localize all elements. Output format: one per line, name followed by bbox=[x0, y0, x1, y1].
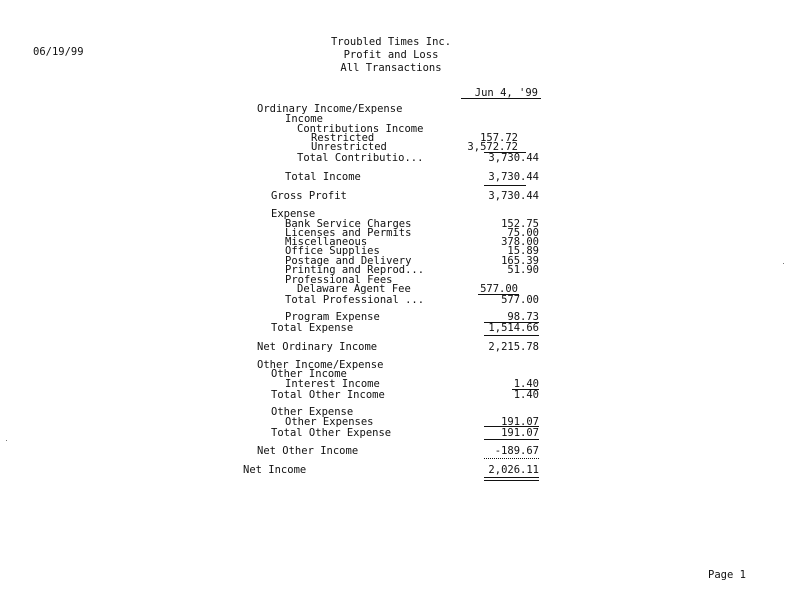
row-value-interest-income: 1.40 bbox=[513, 378, 539, 390]
row-value-total-other-income: 1.40 bbox=[513, 389, 539, 401]
row-label-net-ordinary-income: Net Ordinary Income bbox=[257, 341, 378, 353]
row-value-total-contributions: 3,730.44 bbox=[488, 152, 539, 164]
row-label-postage-delivery: Postage and Delivery bbox=[285, 255, 412, 267]
row-value-other-expenses: 191.07 bbox=[501, 416, 539, 428]
row-value-printing-reproduction: 51.90 bbox=[507, 264, 539, 276]
row-label-licenses-permits: Licenses and Permits bbox=[285, 227, 412, 239]
row-value-total-income: 3,730.44 bbox=[488, 171, 539, 183]
column-header-underline bbox=[461, 98, 541, 99]
row-label-gross-profit: Gross Profit bbox=[271, 190, 347, 202]
row-label-total-professional: Total Professional ... bbox=[285, 294, 425, 306]
double-underline-net-income-1 bbox=[484, 477, 539, 478]
row-label-total-other-expense: Total Other Expense bbox=[271, 427, 392, 439]
row-value-postage-delivery: 165.39 bbox=[501, 255, 539, 267]
row-label-total-expense: Total Expense bbox=[271, 322, 354, 334]
row-label-total-other-income: Total Other Income bbox=[271, 389, 385, 401]
underline-total-income bbox=[484, 185, 526, 186]
underline-net-other-income bbox=[484, 458, 539, 459]
section-ordinary-income-expense: Ordinary Income/Expense bbox=[257, 103, 403, 115]
row-label-net-income: Net Income bbox=[243, 464, 307, 476]
row-value-unrestricted: 3,572.72 bbox=[467, 141, 518, 153]
row-value-delaware-agent-fee: 577.00 bbox=[480, 283, 518, 295]
row-label-miscellaneous: Miscellaneous bbox=[285, 236, 368, 248]
double-underline-net-income-2 bbox=[484, 480, 539, 481]
row-label-interest-income: Interest Income bbox=[285, 378, 380, 390]
row-label-total-contributions: Total Contributio... bbox=[297, 152, 424, 164]
row-label-program-expense: Program Expense bbox=[285, 311, 380, 323]
section-expense: Expense bbox=[271, 208, 316, 220]
row-label-net-other-income: Net Other Income bbox=[257, 445, 359, 457]
scan-speck bbox=[783, 263, 784, 264]
row-value-gross-profit: 3,730.44 bbox=[488, 190, 539, 202]
row-value-bank-service-charges: 152.75 bbox=[501, 218, 539, 230]
row-label-delaware-agent-fee: Delaware Agent Fee bbox=[297, 283, 411, 295]
underline-total-other-expense bbox=[484, 439, 539, 440]
row-label-printing-reproduction: Printing and Reprod... bbox=[285, 264, 425, 276]
row-label-other-expenses: Other Expenses bbox=[285, 416, 374, 428]
row-value-net-ordinary-income: 2,215.78 bbox=[488, 341, 539, 353]
company-name: Troubled Times Inc. bbox=[330, 36, 452, 48]
row-label-total-income: Total Income bbox=[285, 171, 361, 183]
row-label-unrestricted: Unrestricted bbox=[311, 141, 387, 153]
row-value-miscellaneous: 378.00 bbox=[501, 236, 539, 248]
row-value-net-income: 2,026.11 bbox=[488, 464, 539, 476]
row-value-total-expense: 1,514.66 bbox=[488, 322, 539, 334]
row-value-office-supplies: 15.89 bbox=[507, 245, 539, 257]
section-other-income-expense: Other Income/Expense bbox=[257, 359, 384, 371]
row-label-office-supplies: Office Supplies bbox=[285, 245, 380, 257]
section-income: Income bbox=[285, 113, 323, 125]
report-title: Profit and Loss bbox=[343, 49, 439, 61]
row-value-total-other-expense: 191.07 bbox=[501, 427, 539, 439]
section-professional-fees: Professional Fees bbox=[285, 274, 393, 286]
scan-speck bbox=[6, 440, 7, 441]
row-label-bank-service-charges: Bank Service Charges bbox=[285, 218, 412, 230]
report-subtitle: All Transactions bbox=[340, 62, 442, 74]
row-value-net-other-income: -189.67 bbox=[494, 445, 539, 457]
row-value-restricted: 157.72 bbox=[480, 132, 518, 144]
row-label-restricted: Restricted bbox=[311, 132, 375, 144]
section-other-income: Other Income bbox=[271, 368, 347, 380]
section-contributions-income: Contributions Income bbox=[297, 123, 424, 135]
column-header: Jun 4, '99 bbox=[474, 87, 538, 99]
underline-total-expense bbox=[484, 335, 539, 336]
page-number: Page 1 bbox=[708, 569, 746, 581]
row-value-total-professional: 577.00 bbox=[501, 294, 539, 306]
row-value-program-expense: 98.73 bbox=[507, 311, 539, 323]
row-value-licenses-permits: 75.00 bbox=[507, 227, 539, 239]
report-date: 06/19/99 bbox=[33, 46, 84, 58]
section-other-expense: Other Expense bbox=[271, 406, 354, 418]
